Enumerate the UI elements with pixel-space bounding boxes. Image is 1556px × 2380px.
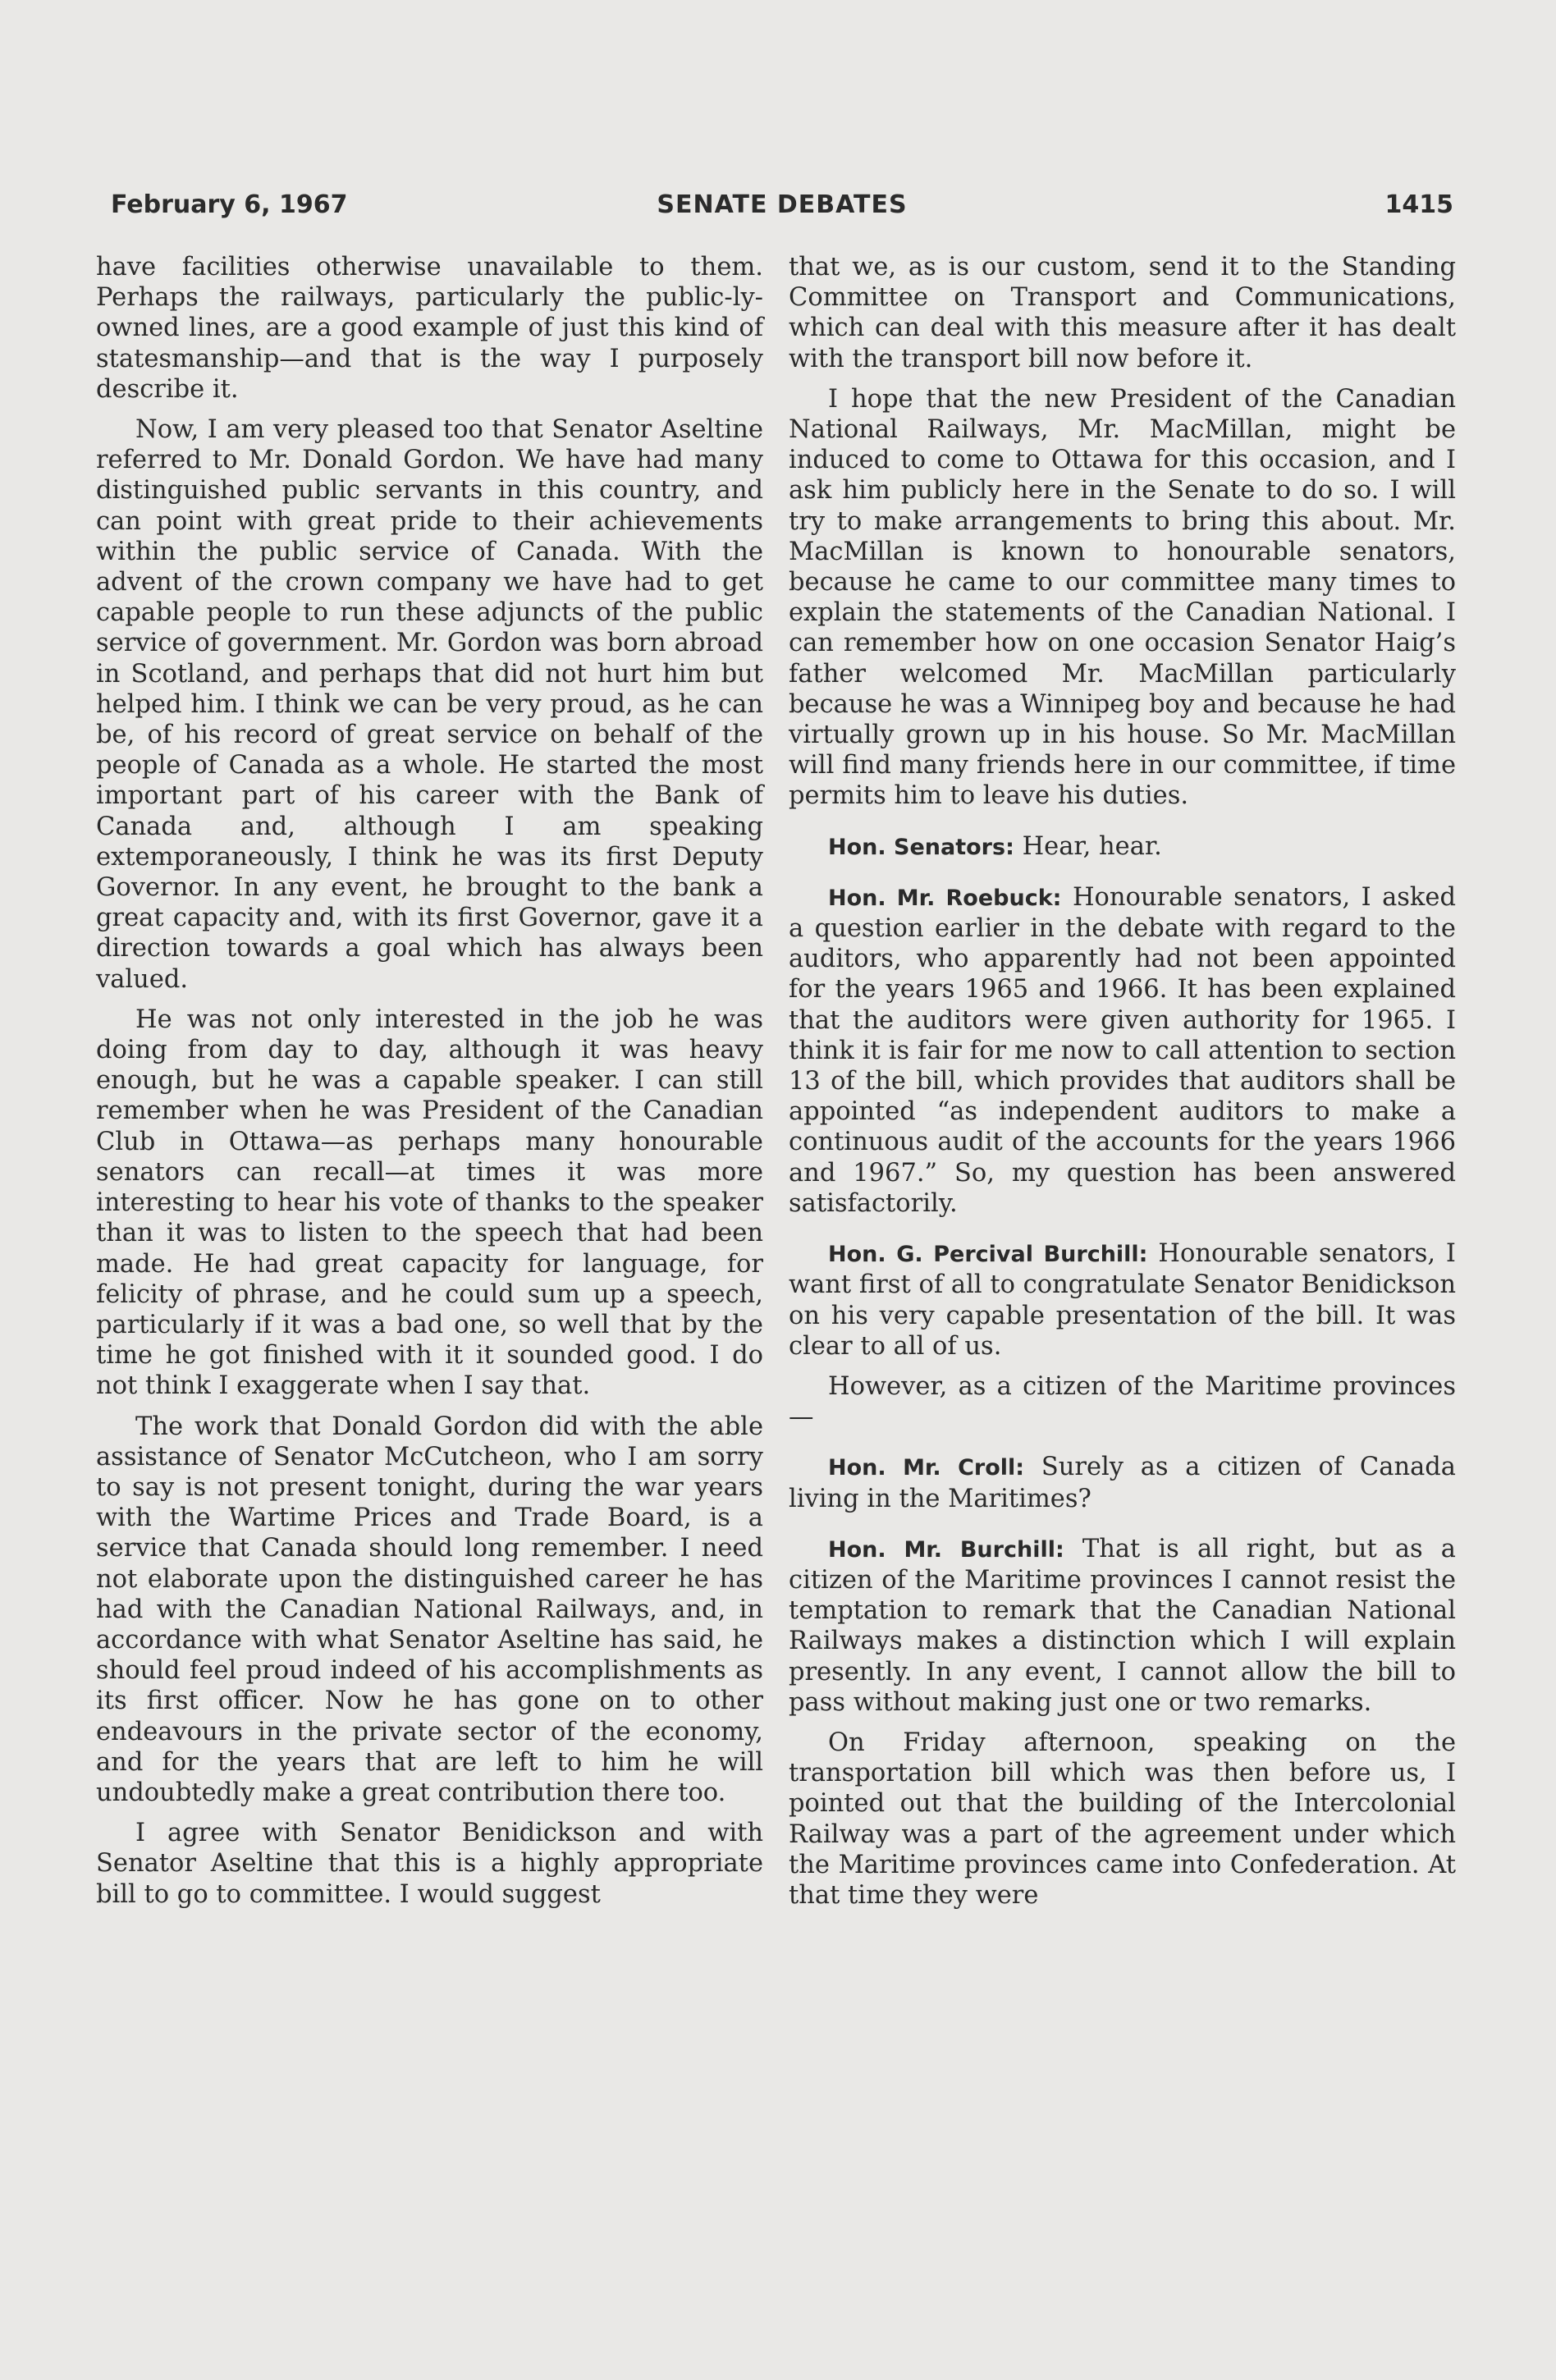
speech-text: Honourable senators, I asked a question earlier in the debate with regard to the auditors, who apparently had not been appointed for the years 1965 and 1966. It has been explained that the auditors were given authority for 1965. I think it is fair for me now to call attention to section 13 of the bill, which provides that auditors shall be appointed “as independent auditors to make a continuous audit of the accounts for the years 1966 and 1967.” So, my question has been answered satisfactorily. xyxy=(789,882,1456,1218)
page-header xyxy=(111,190,1453,231)
speaker-name: Hon. Mr. Croll: xyxy=(828,1455,1025,1481)
speaker-name: Hon. G. Percival Burchill: xyxy=(828,1242,1148,1268)
speaker-name: Hon. Senators: xyxy=(828,834,1014,860)
speaker-name: Hon. Mr. Burchill: xyxy=(828,1536,1064,1563)
paragraph: Now, I am very pleased too that Senator Aseltine referred to Mr. Donald Gordon. We have had many distinguished public servants in this country, and can point with great pride to their achievements within the public service of Canada. With the advent of the crown company we have had to get capable people to run these adjuncts of the public service of government. Mr. Gordon was born abroad in Scotland, and perhaps that did not hurt him but helped him. I think we can be very proud, as he can be, of his record of great service on behalf of the people of Canada as a whole. He started the most important part of his career with the Bank of Canada and, although I am speaking extemporaneously, I think he was its first Deputy Governor. In any event, he brought to the bank a great capacity and, with its first Governor, gave it a direction towards a goal which has always been valued. xyxy=(96,415,763,994)
header-date: February 6, 1967 xyxy=(111,190,348,219)
paragraph: that we, as is our custom, send it to the Standing Committee on Transport and Communications, which can deal with this measure after it has dealt with the transport bill now before it. xyxy=(789,253,1456,373)
header-title: SENATE DEBATES xyxy=(657,190,908,219)
paragraph: I hope that the new President of the Canadian National Railways, Mr. MacMillan, might be induced to come to Ottawa for this occasion, and I ask him publicly here in the Senate to do so. I will try to make arrangements to bring this about. Mr. MacMillan is known to honourable senators, because he came to our committee many times to explain the statements of the Canadian National. I can remember how on one occasion Senator Haig’s father welcomed Mr. MacMillan particularly because he was a Winnipeg boy and because he had virtually grown up in his house. So Mr. MacMillan will find many friends here in our committee, if time permits him to leave his duties. xyxy=(789,384,1456,811)
paragraph: I agree with Senator Benidickson and with Senator Aseltine that this is a highly appropriate bill to go to committee. I would suggest xyxy=(96,1819,763,1909)
speech-burchill-2 xyxy=(789,1534,1456,1718)
paragraph: have facilities otherwise unavailable to them. Perhaps the railways, particularly the public-ly-owned lines, are a good example of just this kind of statesmanship—and that is the way I purposely describe it. xyxy=(96,253,763,404)
speech-text: That is all right, but as a citizen of the Maritime provinces I cannot resist the temptation to remark that the Canadian National Railways makes a distinction which I will explain presently. In any event, I cannot allow the bill to pass without making just one or two remarks. xyxy=(789,1534,1456,1717)
speech-burchill-1 xyxy=(789,1238,1456,1362)
speech-text: Surely as a citizen of Canada living in the Maritimes? xyxy=(789,1453,1456,1513)
speech-text: Hear, hear. xyxy=(1022,831,1162,861)
page-number: 1415 xyxy=(1384,190,1453,219)
speech-text: Honourable senators, I want first of all to congratulate Senator Benidickson on his very capable presentation of the bill. It was clear to all of us. xyxy=(789,1239,1456,1361)
paragraph: However, as a citizen of the Maritime provinces— xyxy=(789,1371,1456,1432)
right-column xyxy=(789,252,1456,1920)
paragraph: He was not only interested in the job he was doing from day to day, although it was heavy enough, but he was a capable speaker. I can still remember when he was President of the Canadian Club in Ottawa—as perhaps many honourable senators can recall—at times it was more interesting to hear his vote of thanks to the speaker than it was to listen to the speech that had been made. He had great capacity for language, for felicity of phrase, and he could sum up a speech, particularly if it was a bad one, so well that by the time he got finished with it it sounded good. I do not think I exaggerate when I say that. xyxy=(96,1005,763,1401)
left-column xyxy=(96,252,763,1920)
speech-roebuck xyxy=(789,882,1456,1219)
paragraph: The work that Donald Gordon did with the able assistance of Senator McCutcheon, who I am sorry to say is not present tonight, during the war years with the Wartime Prices and Trade Board, is a service that Canada should long remember. I need not elaborate upon the distinguished career he has had with the Canadian National Railways, and, in accordance with what Senator Aseltine has said, he should feel proud indeed of his accomplishments as its first officer. Now he has gone on to other endeavours in the private sector of the economy, and for the years that are left to him he will undoubtedly make a great contribution there too. xyxy=(96,1412,763,1807)
paragraph: On Friday afternoon, speaking on the transportation bill which was then before us, I pointed out that the building of the Intercolonial Railway was a part of the agreement under which the Maritime provinces came into Confederation. At that time they were xyxy=(789,1728,1456,1910)
speech-croll xyxy=(789,1452,1456,1513)
speaker-name: Hon. Mr. Roebuck: xyxy=(828,885,1062,911)
speech-senators xyxy=(789,831,1456,863)
